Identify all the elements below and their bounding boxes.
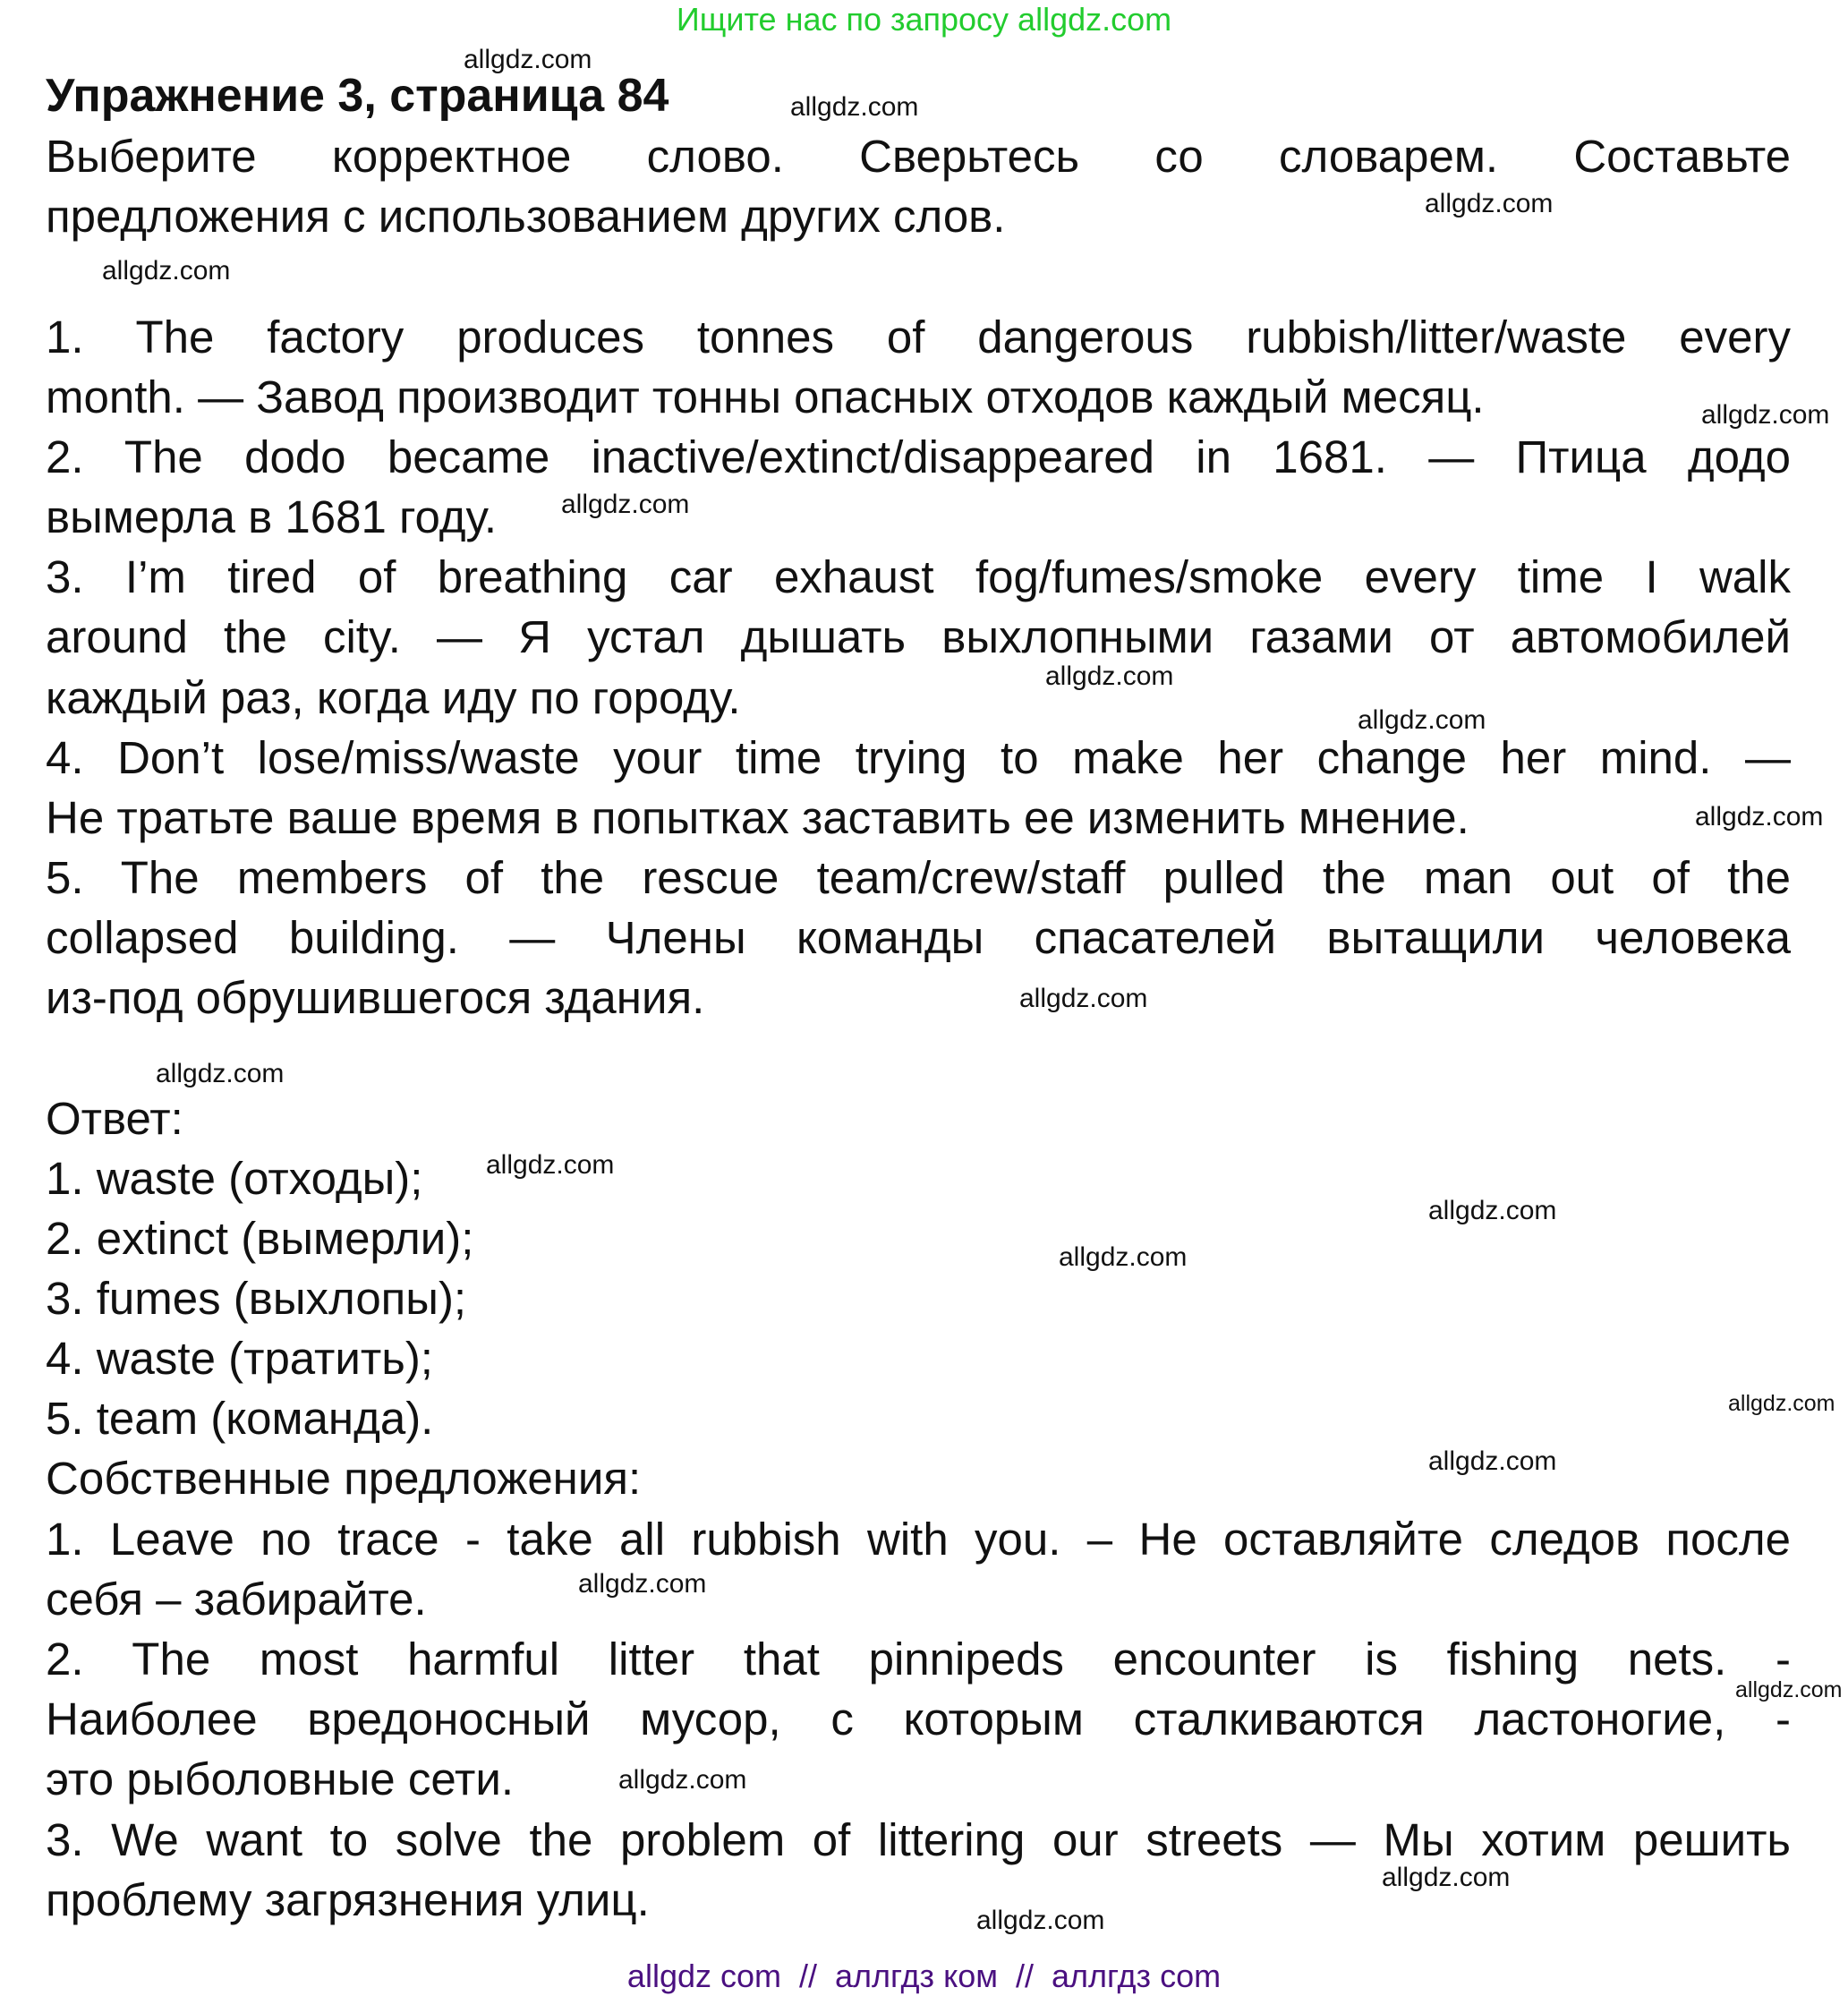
- watermark-text: allgdz.com: [102, 256, 231, 286]
- text-line: 2. The dodo became inactive/extinct/disappeared in 1681. — Птица додо: [46, 431, 1791, 482]
- text-line: 5. team (команда).: [46, 1393, 434, 1444]
- watermark-text: allgdz.com: [578, 1569, 707, 1599]
- text-line: 3. I’m tired of breathing car exhaust fog/fumes/smoke every time I walk: [46, 551, 1791, 602]
- watermark-text: allgdz.com: [464, 45, 592, 74]
- watermark-text: allgdz.com: [1382, 1863, 1511, 1892]
- watermark-text: allgdz.com: [1425, 189, 1554, 218]
- text-line: around the city. — Я устал дышать выхлопными газами от автомобилей: [46, 611, 1791, 662]
- watermark-text: allgdz.com: [618, 1765, 747, 1795]
- watermark-text: allgdz.com: [1695, 802, 1824, 832]
- watermark-text: allgdz.com: [1428, 1196, 1557, 1225]
- text-line: 1. Leave no trace - take all rubbish with you. – Не оставляйте следов после: [46, 1514, 1791, 1565]
- text-line: проблему загрязнения улиц.: [46, 1874, 650, 1925]
- text-line: Ответ:: [46, 1093, 183, 1144]
- watermark-text: allgdz.com: [1358, 705, 1486, 735]
- text-line: это рыболовные сети.: [46, 1753, 515, 1804]
- watermark-text: allgdz.com: [156, 1059, 285, 1088]
- text-line: collapsed building. — Члены команды спасателей вытащили человека: [46, 912, 1791, 963]
- text-line: month. — Завод производит тонны опасных отходов каждый месяц.: [46, 371, 1485, 422]
- text-line: вымерла в 1681 году.: [46, 491, 498, 542]
- watermark-text: allgdz.com: [976, 1906, 1105, 1935]
- watermark-text: allgdz.com: [1728, 1391, 1835, 1416]
- watermark-text: allgdz.com: [486, 1150, 615, 1180]
- text-line: Не тратьте ваше время в попытках заставить ее изменить мнение.: [46, 792, 1469, 843]
- text-line: Наиболее вредоносный мусор, с которым сталкиваются ластоногие, -: [46, 1693, 1791, 1744]
- search-banner: Ищите нас по запросу allgdz.com: [676, 1, 1172, 38]
- text-line: 3. We want to solve the problem of littering our streets — Мы хотим решить: [46, 1814, 1791, 1865]
- text-line: себя – забирайте.: [46, 1574, 427, 1625]
- text-line: Собственные предложения:: [46, 1453, 642, 1504]
- text-line: Выберите корректное слово. Сверьтесь со словарем. Составьте: [46, 131, 1791, 182]
- watermark-text: allgdz.com: [790, 92, 919, 122]
- text-line: 5. The members of the rescue team/crew/staff pulled the man out of the: [46, 852, 1791, 903]
- watermark-text: allgdz.com: [1045, 661, 1174, 691]
- text-line: 1. waste (отходы);: [46, 1153, 423, 1204]
- watermark-text: allgdz.com: [1019, 984, 1148, 1013]
- watermark-text: allgdz.com: [561, 490, 690, 519]
- watermark-text: allgdz.com: [1059, 1242, 1188, 1272]
- text-line: 2. extinct (вымерли);: [46, 1213, 474, 1264]
- page-title: Упражнение 3, страница 84: [46, 70, 669, 122]
- watermark-text: allgdz.com: [1428, 1446, 1557, 1476]
- watermark-text: allgdz.com: [1735, 1677, 1843, 1702]
- text-line: 3. fumes (выхлопы);: [46, 1273, 467, 1324]
- watermark-text: allgdz.com: [1701, 400, 1830, 430]
- text-line: 4. Don’t lose/miss/waste your time trying to make her change her mind. —: [46, 732, 1791, 783]
- text-line: 1. The factory produces tonnes of dangerous rubbish/litter/waste every: [46, 311, 1791, 363]
- text-line: предложения с использованием других слов.: [46, 191, 1006, 242]
- text-line: из-под обрушившегося здания.: [46, 972, 705, 1023]
- text-line: 2. The most harmful litter that pinnipeds encounter is fishing nets. -: [46, 1633, 1791, 1685]
- text-line: каждый раз, когда иду по городу.: [46, 672, 741, 723]
- footer-watermark: allgdz com // аллгдз ком // аллгдз com: [626, 1958, 1222, 1994]
- text-line: 4. waste (тратить);: [46, 1333, 433, 1384]
